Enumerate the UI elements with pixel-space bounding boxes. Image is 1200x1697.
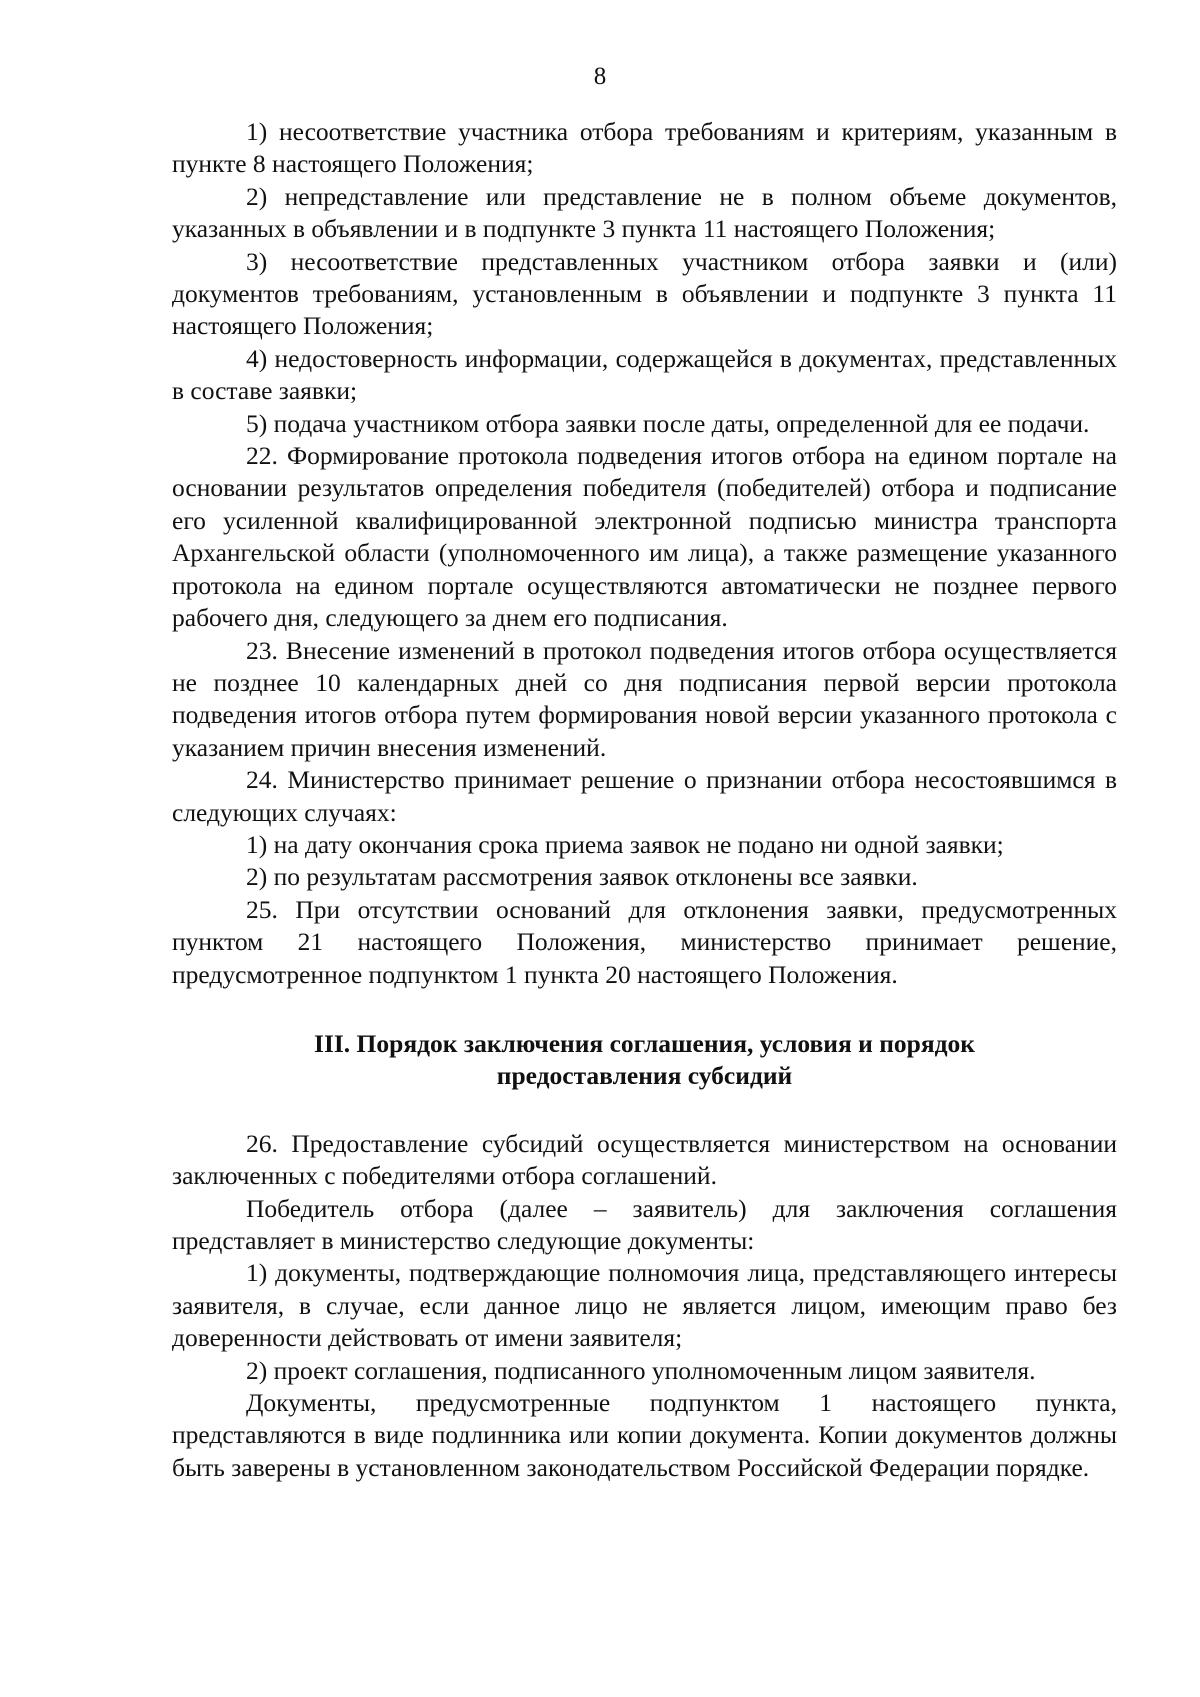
paragraph-item-2: 2) непредставление или представление не в полном объеме документов, указанных в объявлении и в подпункте 3 пункта 11 настоящего Положения; bbox=[172, 181, 1117, 244]
paragraph-clause-24-item-1: 1) на дату окончания срока приема заявок не подано ни одной заявки; bbox=[246, 829, 1004, 859]
paragraph-clause-22: 22. Формирование протокола подведения итогов отбора на едином портале на основании результатов определения победителя (победителей) отбора и подписание его усиленной квалифицированной электронной подписью министра транспорта Архангельской области (уполномоченного им лица), а также размещение указанного протокола на едином портале осуществляются автоматически не позднее первого рабочего дня, следующего за днем его подписания. bbox=[172, 441, 1117, 633]
paragraph-clause-24-item-2: 2) по результатам рассмотрения заявок отклонены все заявки. bbox=[246, 862, 918, 892]
paragraph-clause-26-item-2: 2) проект соглашения, подписанного уполномоченным лицом заявителя. bbox=[246, 1355, 1036, 1385]
paragraph-documents-certification: Документы, предусмотренные подпунктом 1 настоящего пункта, представляются в виде подлинника или копии документа. Копии документов должны быть заверены в установленном законодательством Российской Федерации порядке. bbox=[172, 1388, 1117, 1482]
section-heading-line-2: предоставления субсидий bbox=[496, 1061, 793, 1091]
section-heading-line-1: III. Порядок заключения соглашения, условия и порядок bbox=[314, 1028, 975, 1058]
page-number: 8 bbox=[593, 63, 607, 90]
section-heading bbox=[172, 1028, 1117, 1093]
paragraph-clause-26: 26. Предоставление субсидий осуществляется министерством на основании заключенных с победителями отбора соглашений. bbox=[172, 1128, 1117, 1191]
paragraph-clause-25: 25. При отсутствии оснований для отклонения заявки, предусмотренных пунктом 21 настоящего Положения, министерство принимает решение, предусмотренное подпунктом 1 пункта 20 настоящего Положения. bbox=[172, 894, 1117, 989]
paragraph-item-3: 3) несоответствие представленных участником отбора заявки и (или) документов требованиям, установленным в объявлении и подпункте 3 пункта 11 настоящего Положения; bbox=[172, 246, 1117, 341]
paragraph-item-4: 4) недостоверность информации, содержащейся в документах, представленных в составе заявки; bbox=[172, 343, 1117, 406]
paragraph-clause-23: 23. Внесение изменений в протокол подведения итогов отбора осуществляется не позднее 10 календарных дней со дня подписания первой версии протокола подведения итогов отбора путем формирования новой версии указанного протокола с указанием причин внесения изменений. bbox=[172, 635, 1117, 762]
document-body bbox=[172, 116, 1117, 1484]
paragraph-applicant-documents: Победитель отбора (далее – заявитель) для заключения соглашения представляет в министерство следующие документы: bbox=[172, 1193, 1117, 1255]
paragraph-clause-26-item-1: 1) документы, подтверждающие полномочия лица, представляющего интересы заявителя, в случае, если данное лицо не является лицом, имеющим право без доверенности действовать от имени заявителя; bbox=[172, 1258, 1117, 1353]
paragraph-item-5: 5) подача участником отбора заявки после даты, определенной для ее подачи. bbox=[246, 408, 1090, 438]
paragraph-clause-24: 24. Министерство принимает решение о признании отбора несостоявшимся в следующих случаях: bbox=[172, 765, 1117, 827]
paragraph-item-1: 1) несоответствие участника отбора требованиям и критериям, указанным в пункте 8 настоящего Положения; bbox=[172, 117, 1117, 179]
